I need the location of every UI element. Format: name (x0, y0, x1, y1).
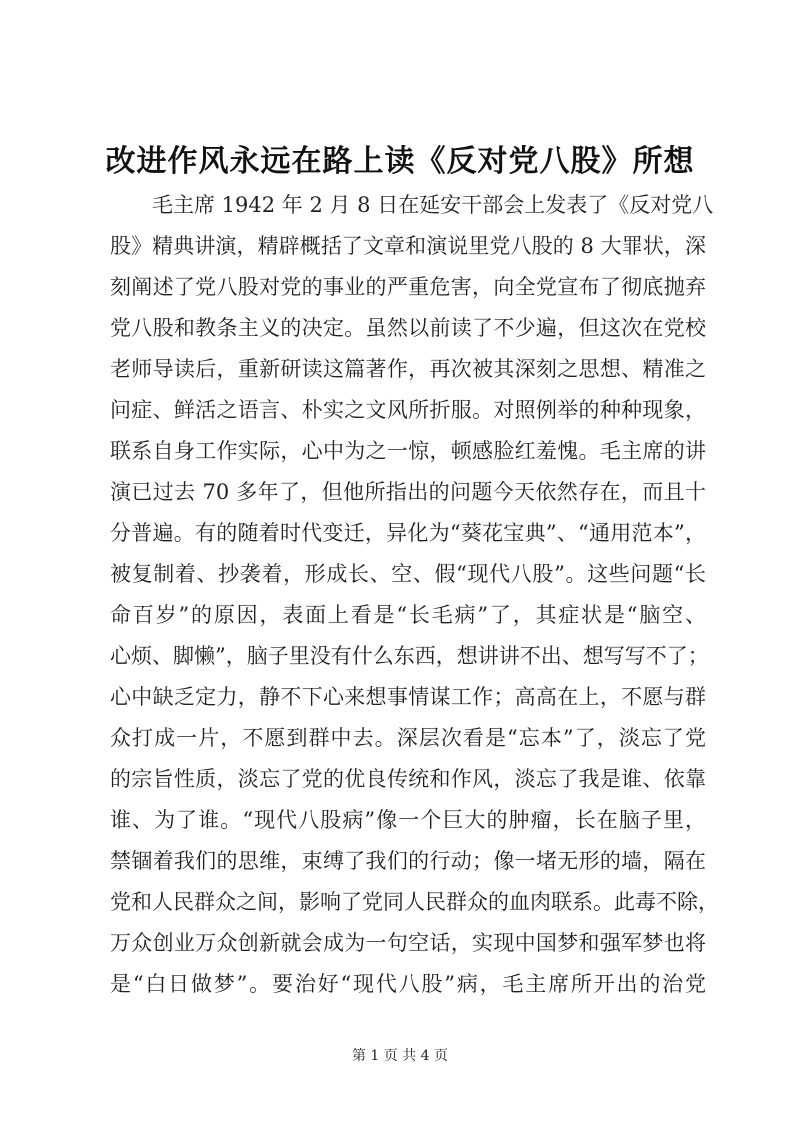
page-footer: 第 1 页 共 4 页 (351, 1048, 449, 1064)
text-line: 是“白日做梦”。要治好“现代八股”病，毛主席所开出的治党 (110, 972, 706, 996)
text-line: 心中缺乏定力，静不下心来想事情谋工作；高高在上，不愿与群 (110, 685, 706, 709)
text-line: 老师导读后，重新研读这篇著作，再次被其深刻之思想、精准之 (110, 357, 706, 381)
text-line: 谁、为了谁。“现代八股病”像一个巨大的肿瘤，长在脑子里， (110, 808, 706, 832)
text-line: 毛主席 1942 年 2 月 8 日在延安干部会上发表了《反对党八 (152, 193, 714, 217)
text-line: 众打成一片，不愿到群中去。深层次看是“忘本”了，淡忘了党 (110, 726, 706, 750)
text-line: 联系自身工作实际，心中为之一惊，顿感脸红羞愧。毛主席的讲 (110, 439, 706, 463)
body-paragraph (110, 185, 719, 1005)
text-line: 刻阐述了党八股对党的事业的严重危害，向全党宣布了彻底抛弃 (110, 275, 706, 299)
text-line: 万众创业万众创新就会成为一句空话，实现中国梦和强军梦也将 (110, 931, 706, 955)
text-line: 党和人民群众之间，影响了党同人民群众的血肉联系。此毒不除， (110, 890, 719, 914)
text-line: 命百岁”的原因，表面上看是“长毛病”了，其症状是“脑空、 (110, 603, 706, 627)
text-line: 股》精典讲演，精辟概括了文章和演说里党八股的 8 大罪状，深 (110, 234, 706, 258)
text-line: 被复制着、抄袭着，形成长、空、假“现代八股”。这些问题“长 (110, 562, 706, 586)
text-line: 党八股和教条主义的决定。虽然以前读了不少遍，但这次在党校 (110, 316, 706, 340)
text-line: 问症、鲜活之语言、朴实之文风所折服。对照例举的种种现象， (110, 398, 706, 422)
document-title: 改进作风永远在路上读《反对党八股》所想 (105, 144, 695, 179)
text-line: 心烦、脚懒”，脑子里没有什么东西，想讲讲不出、想写写不了； (110, 644, 709, 668)
text-line: 演已过去 70 多年了，但他所指出的问题今天依然存在，而且十 (110, 480, 706, 504)
text-line: 分普遍。有的随着时代变迁，异化为“葵花宝典”、“通用范本”， (110, 521, 706, 545)
text-line: 禁锢着我们的思维，束缚了我们的行动；像一堵无形的墙，隔在 (110, 849, 706, 873)
text-line: 的宗旨性质，淡忘了党的优良传统和作风，淡忘了我是谁、依靠 (110, 767, 706, 791)
